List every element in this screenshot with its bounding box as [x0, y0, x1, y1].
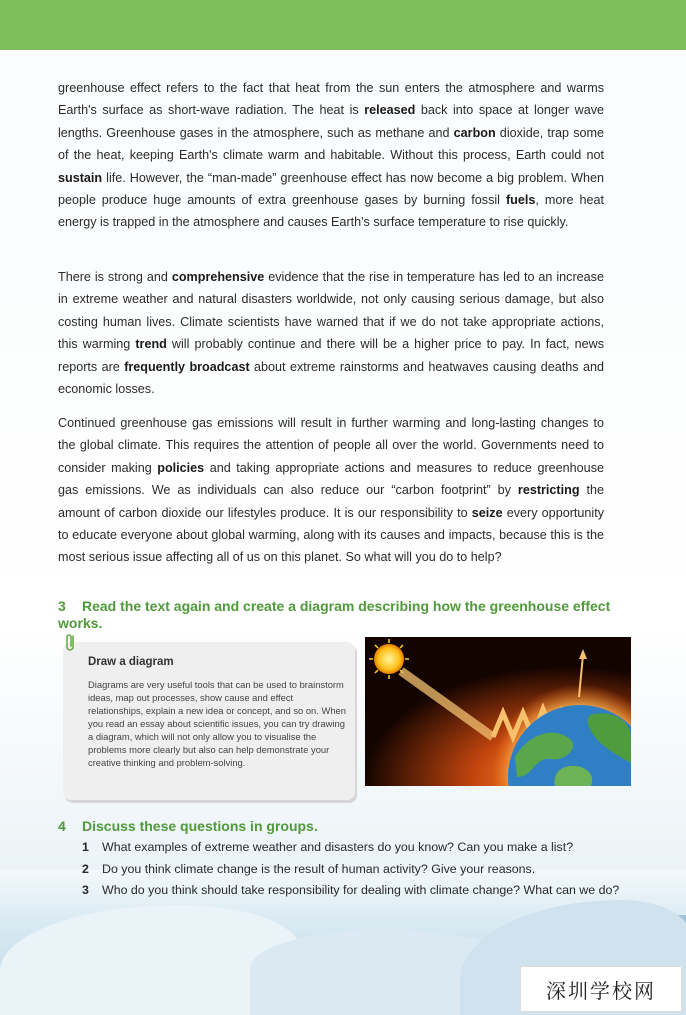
- vocabulary-word: carbon: [453, 125, 496, 140]
- vocabulary-word: released: [364, 103, 416, 118]
- paperclip-icon: [64, 632, 78, 654]
- vocabulary-word: restricting: [517, 483, 580, 498]
- task-number: 4: [58, 818, 66, 834]
- passage-text: evidence that the rise in temperature has led to an increase in extreme weather and natural disasters worldwide, not only causing serious damage, but also costing human lives. Climate scientists have warned that if we do not take appropriate actions, this warming: [58, 270, 604, 352]
- passage-text: about extreme rainstorms and heatwaves causing deaths and economic losses.: [58, 359, 605, 397]
- watermark: 深圳学校网: [520, 966, 682, 1012]
- passage-paragraph-1: [58, 77, 604, 234]
- passage-paragraph-2: [58, 266, 604, 400]
- task-number: 3: [58, 598, 66, 614]
- task-instruction: Read the text again and create a diagram describing how the greenhouse effect works.: [58, 598, 611, 631]
- tip-body: Diagrams are very useful tools that can be used to brainstorm ideas, map out processes, show cause and effect relationships, explain a new idea or concept, and so on. When you read an essay about scientific issues, you can try drawing a diagram, which will not only allow you to visualise the problems more clearly but also can help demonstrate your creative thinking and problem-solving.: [88, 679, 346, 768]
- vocabulary-word: comprehensive: [171, 270, 265, 284]
- question-text: Do you think climate change is the result of human activity? Give your reasons.: [102, 861, 536, 876]
- task-3-heading: [58, 598, 638, 632]
- discussion-questions: [82, 837, 642, 902]
- passage-text: life. However, the “man-made” greenhouse effect has now become a big problem. When people produce huge amounts of extra greenhouse gases by burning fossil: [58, 170, 604, 208]
- greenhouse-effect-illustration: [365, 637, 631, 786]
- passage-text: greenhouse effect refers to the fact that heat from the sun enters the atmosphere and warms Earth's surface as short-wave radiation. The heat is: [58, 81, 604, 118]
- question-text: What examples of extreme weather and disasters do you know? Can you make a list?: [102, 840, 574, 854]
- vocabulary-word: fuels: [505, 193, 536, 208]
- question-number: 1: [82, 840, 89, 854]
- vocabulary-word: sustain: [58, 170, 103, 185]
- vocabulary-word: seize: [471, 505, 503, 520]
- question-text: Who do you think should take responsibility for dealing with climate change? What can we do?: [102, 883, 620, 897]
- passage-text: dioxide, trap some of the heat, keeping Earth's climate warm and habitable. Without this process, Earth could not: [58, 125, 604, 163]
- task-4-heading: [58, 818, 638, 835]
- question-number: 2: [82, 861, 89, 876]
- passage-text: back into space at longer wave lengths. Greenhouse gases in the atmosphere, such as methane and: [58, 103, 604, 140]
- top-color-band: [0, 0, 686, 50]
- passage-paragraph-3: [58, 412, 604, 569]
- task-instruction: Discuss these questions in groups.: [82, 818, 318, 834]
- list-item: [82, 837, 642, 859]
- list-item: [82, 859, 642, 881]
- tip-title: Draw a diagram: [88, 656, 174, 668]
- vocabulary-word: policies: [157, 460, 205, 475]
- passage-text: the amount of carbon dioxide our lifestyles produce. It is our responsibility to: [58, 483, 604, 520]
- question-number: 3: [82, 883, 89, 897]
- passage-text: There is strong and: [58, 270, 172, 284]
- vocabulary-word: trend: [135, 337, 167, 352]
- passage-text: will probably continue and there will be a higher price to pay. In fact, news reports are: [58, 337, 604, 374]
- passage-text: every opportunity to educate everyone about global warming, along with its causes and impacts, because this is the most serious issue affecting all of us on this planet. So what will you do to help?: [58, 505, 604, 565]
- list-item: [82, 880, 642, 902]
- passage-text: and taking appropriate actions and measures to reduce greenhouse gas emissions. We as individuals can also reduce our “carbon footprint” by: [58, 460, 604, 498]
- vocabulary-word: frequently broadcast: [124, 359, 250, 374]
- passage-text: , more heat energy is trapped in the atmosphere and causes Earth's surface temperature to rise quickly.: [58, 193, 604, 230]
- passage-text: Continued greenhouse gas emissions will result in further warming and long-lasting changes to the global climate. This requires the attention of people all over the world. Governments need to consider making: [58, 416, 604, 475]
